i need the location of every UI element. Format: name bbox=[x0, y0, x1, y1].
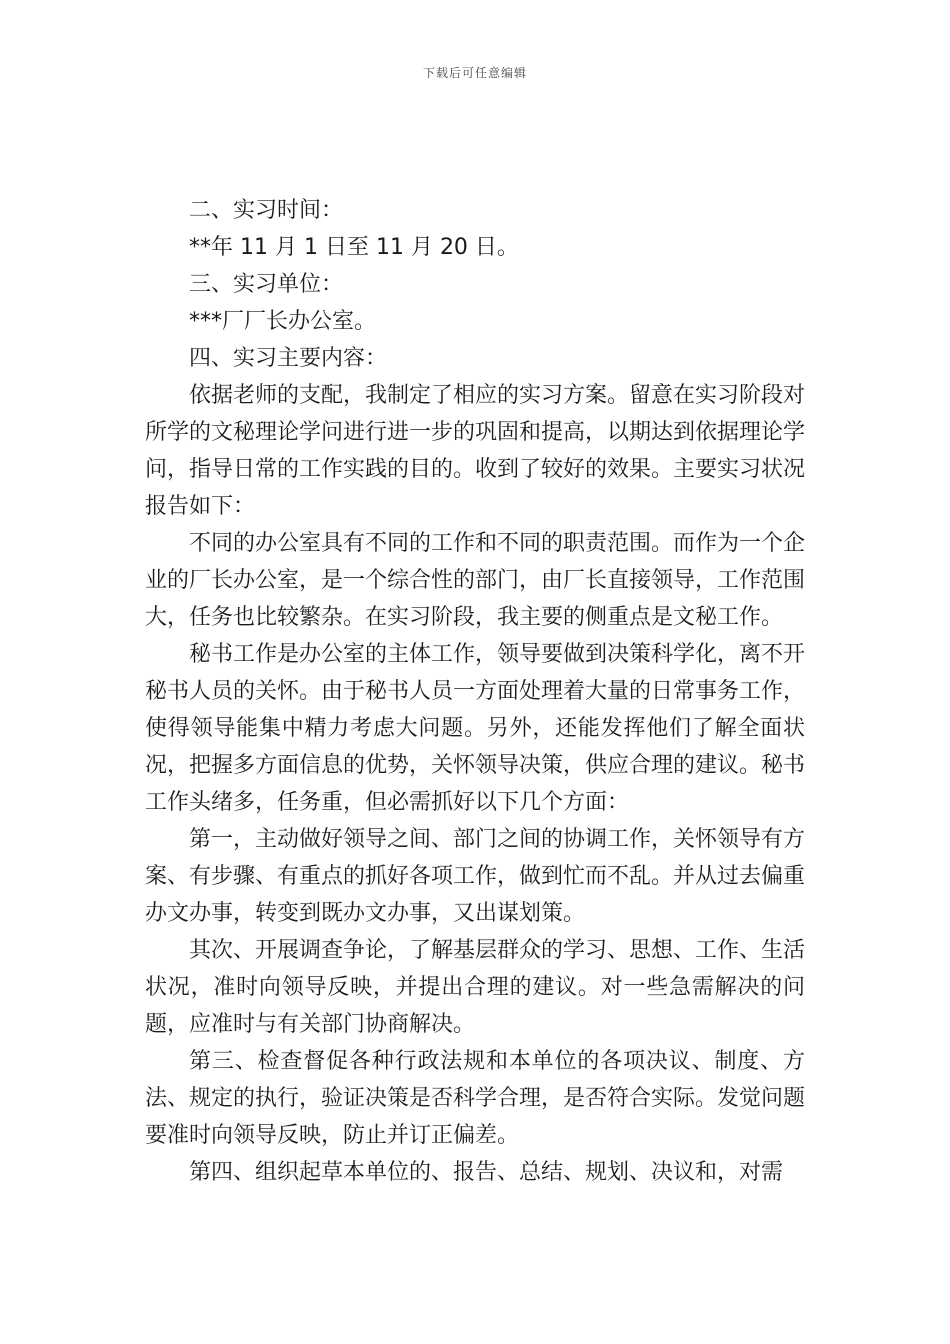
header-note: 下载后可任意编辑 bbox=[422, 66, 527, 80]
paragraph-first: 第一，主动做好领导之间、部门之间的协调工作，关怀领导有方案、有步骤、有重点的抓好各项工作，做到忙而不乱。并从过去偏重办文办事，转变到既办文办事，又出谋划策。 bbox=[145, 827, 806, 926]
paragraph-second: 其次、开展调查争论，了解基层群众的学习、思想、工作、生活状况，准时向领导反映，并提出合理的建议。对一些急需解决的问题，应准时与有关部门协商解决。 bbox=[145, 938, 806, 1037]
section-heading-unit: 三、实习单位： bbox=[189, 272, 344, 297]
paragraph-third: 第三、检查督促各种行政法规和本单位的各项决议、制度、方法、规定的执行，验证决策是否科学合理，是否符合实际。发觉问题要准时向领导反映，防止并订正偏差。 bbox=[145, 1049, 806, 1148]
internship-period: **年 11 月 1 日至 11 月 20 日。 bbox=[189, 235, 519, 260]
paragraph-plan: 依据老师的支配，我制定了相应的实习方案。留意在实习阶段对所学的文秘理论学问进行进一步的巩固和提高，以期达到依据理论学问，指导日常的工作实践的目的。收到了较好的效果。主要实习状况报告如下： bbox=[145, 383, 806, 519]
paragraph-fourth: 第四、组织起草本单位的、报告、总结、规划、决议和，对需 bbox=[189, 1160, 784, 1185]
document-body bbox=[145, 192, 805, 1191]
section-heading-time: 二、实习时间： bbox=[189, 198, 344, 223]
internship-unit: ***厂厂长办公室。 bbox=[189, 309, 377, 334]
paragraph-office-scope: 不同的办公室具有不同的工作和不同的职责范围。而作为一个企业的厂长办公室，是一个综合性的部门，由厂长直接领导，工作范围大，任务也比较繁杂。在实习阶段，我主要的侧重点是文秘工作。 bbox=[145, 531, 806, 630]
paragraph-secretary-work: 秘书工作是办公室的主体工作，领导要做到决策科学化，离不开秘书人员的关怀。由于秘书人员一方面处理着大量的日常事务工作，使得领导能集中精力考虑大问题。另外，还能发挥他们了解全面状况，把握多方面信息的优势，关怀领导决策，供应合理的建议。秘书工作头绪多，任务重，但必需抓好以下几个方面： bbox=[145, 642, 806, 815]
section-heading-content: 四、实习主要内容： bbox=[189, 346, 388, 371]
